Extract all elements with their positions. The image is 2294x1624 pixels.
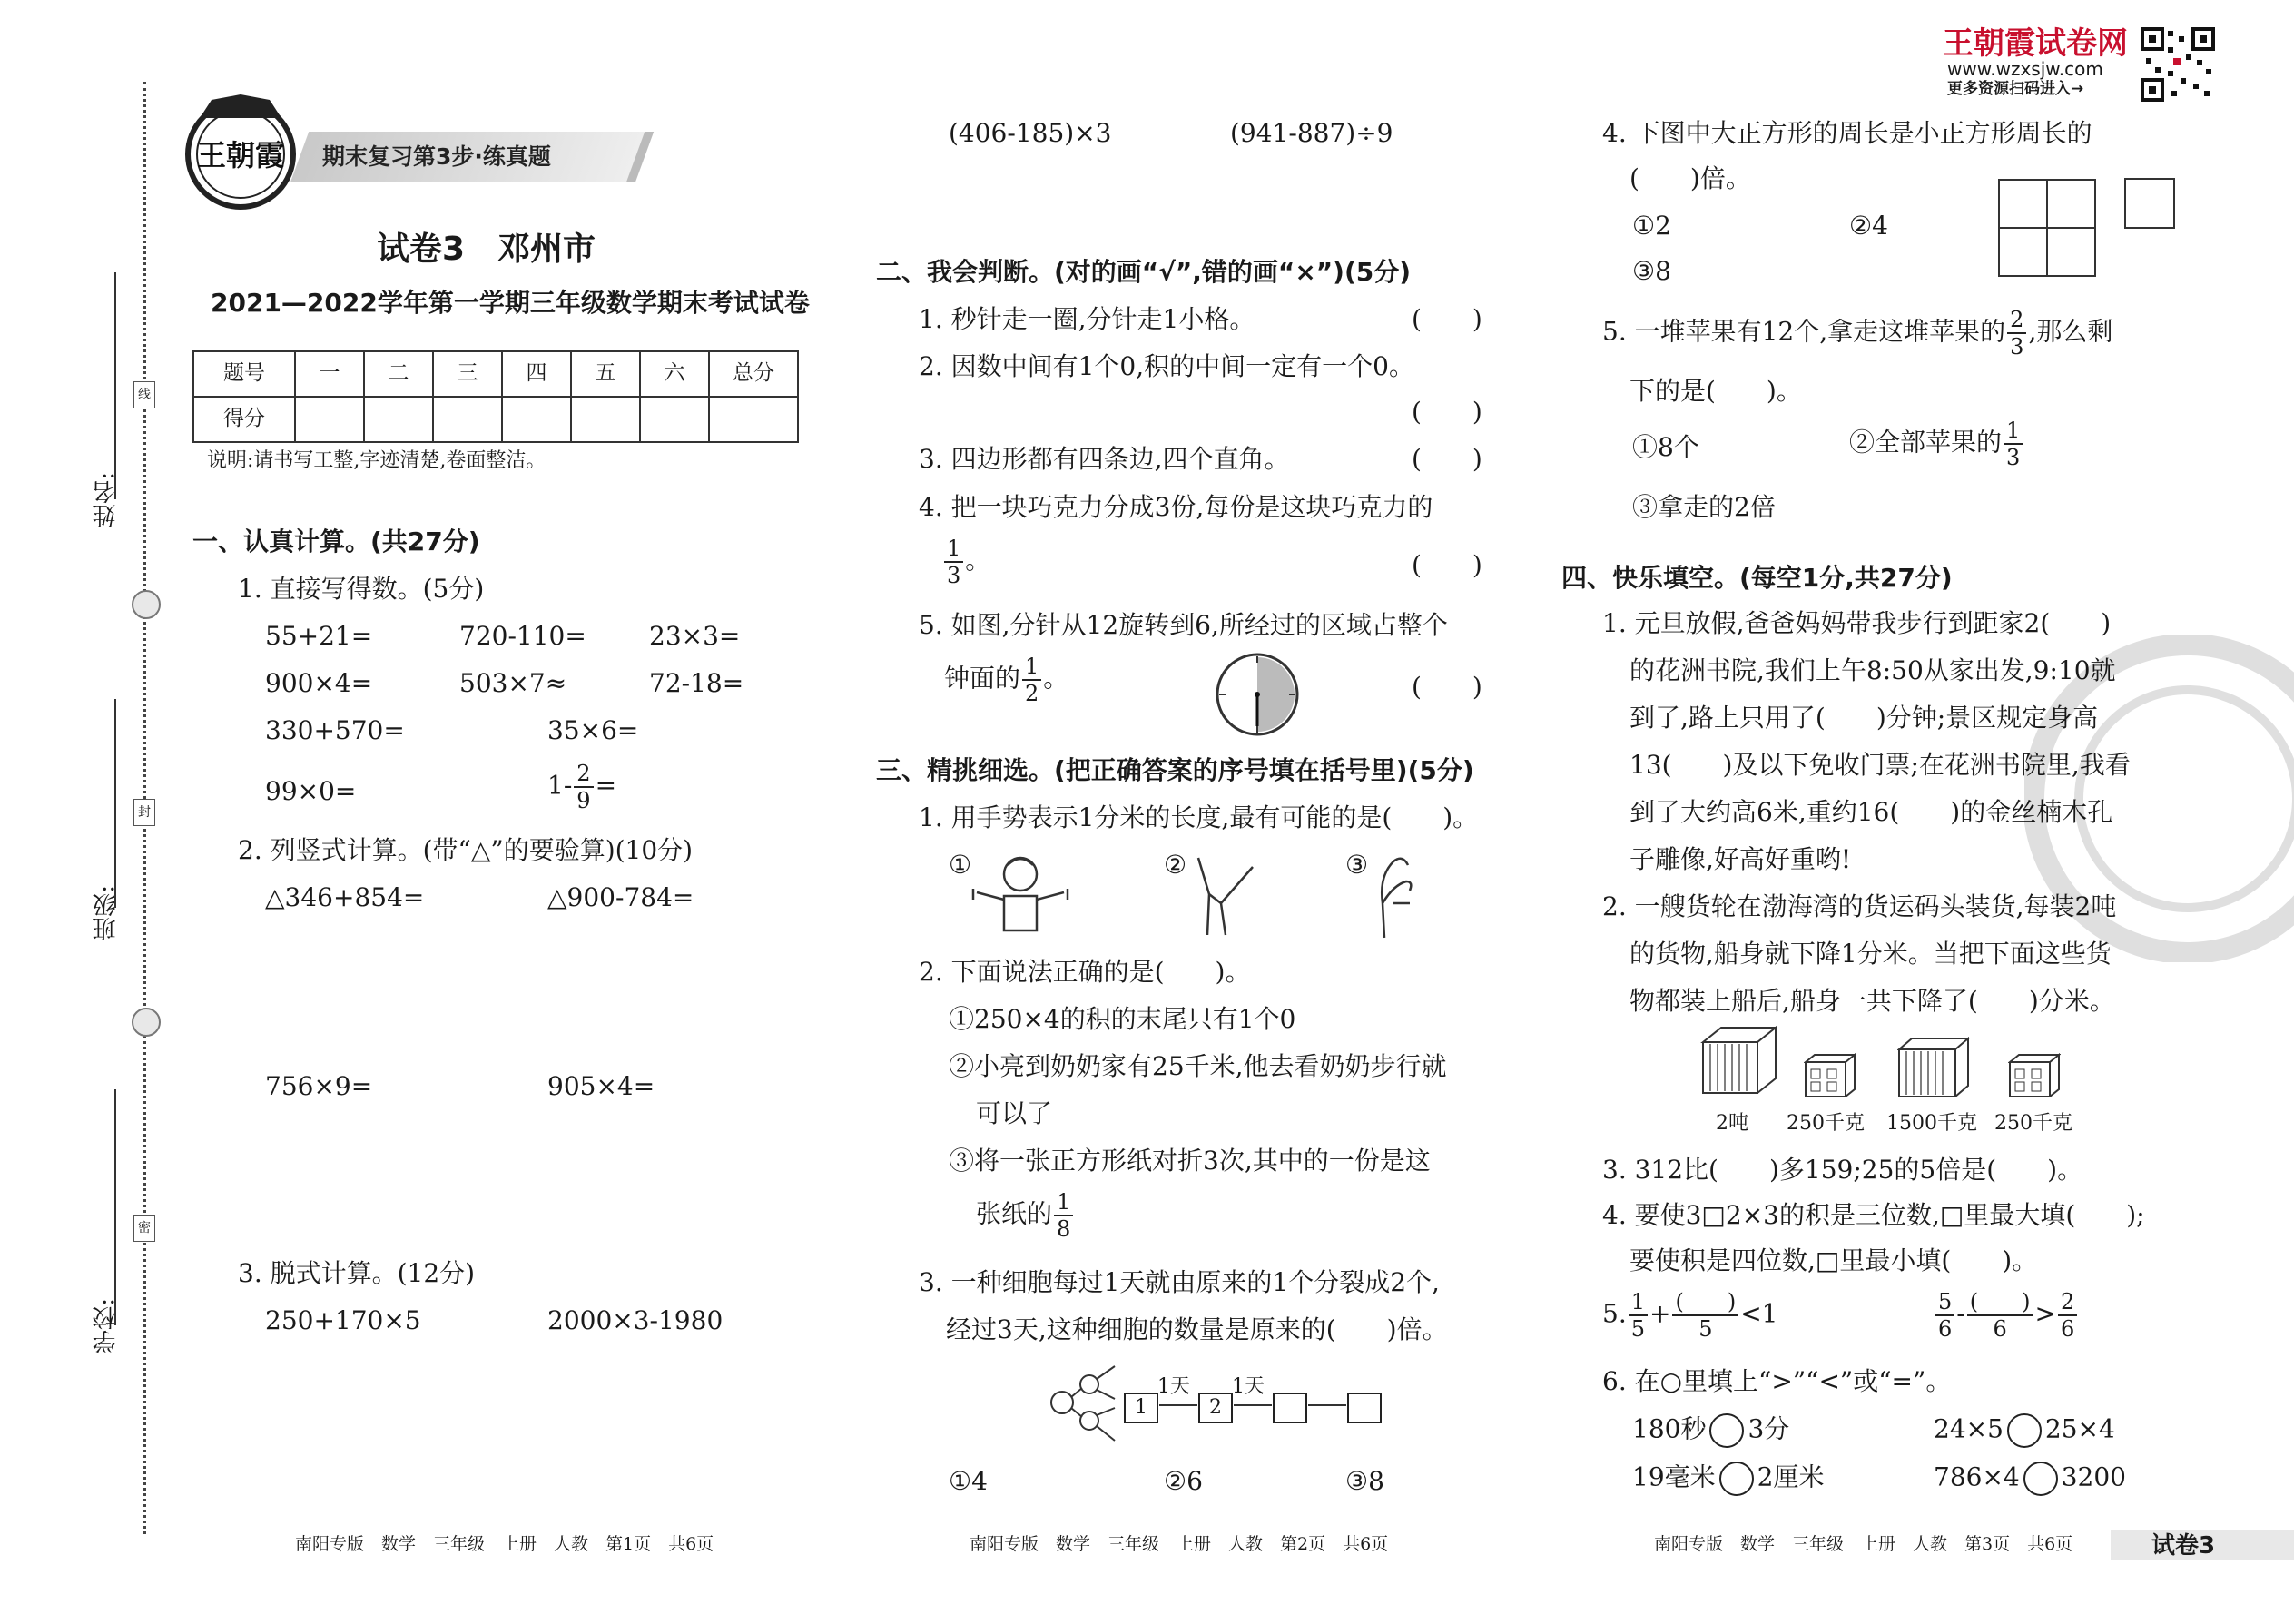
s4-q1-line: 子雕像,好高好重哟!: [1629, 844, 1852, 874]
s2-q4-frac: [942, 537, 990, 586]
fraction-num: 1: [1629, 1291, 1648, 1316]
brand-logo: [180, 91, 302, 213]
fraction-den: 6: [1938, 1316, 1953, 1342]
s3-q5-tail: ,那么剩: [2028, 316, 2113, 347]
score-input[interactable]: [709, 397, 798, 442]
score-cell: 三: [433, 351, 502, 397]
s2-item: 钟面的: [944, 663, 1021, 694]
s3-q4-cont: ( )倍。: [1629, 163, 1751, 193]
compare-circle[interactable]: [2007, 1413, 2042, 1448]
s3-q3: 3. 一种细胞每过1天就由原来的1个分裂成2个,: [919, 1267, 1440, 1297]
class-label: 班级:: [93, 885, 120, 940]
s3-q2-opt-cont: 可以了: [976, 1098, 1053, 1128]
score-table: [192, 350, 799, 443]
section4-title: 四、快乐填空。(每空1分,共27分): [1561, 563, 1953, 593]
score-table-score-row: [193, 397, 798, 442]
fraction-num[interactable]: ( ): [1967, 1291, 2033, 1316]
fraction: [944, 537, 963, 586]
s2-item: 4. 把一块巧克力分成3份,每份是这块巧克力的: [919, 492, 1433, 522]
gesture-fingers-icon: [1189, 849, 1262, 940]
answer-paren[interactable]: ( ): [1412, 397, 1482, 427]
s3-q3-box[interactable]: [1273, 1391, 1307, 1423]
footer-page1: 南阳专版 数学 三年级 上册 人教 第1页 共6页: [295, 1534, 714, 1554]
qr-code-icon[interactable]: [2141, 27, 2215, 102]
frac-suffix: =: [595, 770, 617, 801]
score-cell: 二: [364, 351, 433, 397]
s1-q2-item: 905×4=: [547, 1071, 655, 1101]
fraction-den: 2: [1025, 681, 1039, 706]
s1-q1-item: 720-110=: [459, 621, 586, 651]
compare-right: 2厘米: [1757, 1462, 1825, 1492]
compare-circle[interactable]: [2023, 1462, 2058, 1496]
s1-q1-item: 55+21=: [265, 621, 373, 651]
school-label: 学校:: [93, 1298, 120, 1353]
s3-q1: 1. 用手势表示1分米的长度,最有可能的是( )。: [919, 802, 1479, 832]
fraction-num[interactable]: ( ): [1672, 1291, 1738, 1316]
exam-note: 说明:请书写工整,字迹清楚,卷面整洁。: [207, 449, 546, 472]
compare-item: [1934, 1413, 2115, 1448]
footer-tag: 试卷3: [2151, 1532, 2216, 1560]
compare-left: 24×5: [1934, 1413, 2004, 1444]
s3-q5-opt: ③拿走的2倍: [1632, 492, 1776, 522]
compare-left: 786×4: [1934, 1462, 2020, 1492]
diagram-box-2: 2: [1198, 1393, 1233, 1423]
compare-item: [1934, 1462, 2126, 1496]
big-square-figure: [1997, 178, 2097, 278]
compare-circle[interactable]: [1719, 1462, 1754, 1496]
compare-left: 19毫米: [1632, 1462, 1716, 1492]
s4-q5-a: [1602, 1291, 1777, 1340]
s1-q2-item: 756×9=: [265, 1071, 373, 1101]
s3-q4-opt: ②4: [1849, 211, 1888, 241]
s3-q5-cont: 下的是( )。: [1629, 376, 1802, 406]
gesture-pinch-icon: [1366, 849, 1430, 940]
fraction-den: 5: [1698, 1316, 1713, 1342]
fraction-num: 2: [2007, 309, 2026, 334]
fraction-den: 6: [2060, 1316, 2075, 1342]
fraction-blank[interactable]: [1672, 1291, 1738, 1340]
fraction-blank[interactable]: [1967, 1291, 2033, 1340]
ribbon-text: 期末复习第3步·练真题: [322, 143, 551, 170]
s4-q1-line: 到了大约高6米,重约16( )的金丝楠木孔: [1629, 797, 2113, 827]
frac-prefix: 1-: [547, 770, 573, 801]
s1-q3-title: 3. 脱式计算。(12分): [238, 1258, 476, 1288]
score-cell: 一: [295, 351, 364, 397]
s3-q5: [1602, 309, 2112, 358]
s4-q2-line: 物都装上船后,船身一共下降了( )分米。: [1629, 986, 2115, 1016]
s1-q3-item-cont: (406-185)×3: [949, 118, 1112, 148]
s3-q5-opt: [1849, 419, 2024, 468]
seal-tag-mi: 密: [133, 1215, 155, 1242]
fraction-num: 2: [2058, 1291, 2077, 1316]
s1-q1-item: 900×4=: [265, 668, 373, 698]
day-label: 1天: [1232, 1375, 1265, 1398]
score-row-label: 得分: [193, 397, 295, 442]
site-name: 王朝霞试卷网: [1943, 25, 2128, 62]
s4-q1-line: 1. 元旦放假,爸爸妈妈带我步行到距家2( ): [1602, 608, 2112, 638]
s3-q5-text: 5. 一堆苹果有12个,拿走这堆苹果的: [1602, 316, 2006, 347]
score-cell: 六: [640, 351, 709, 397]
s3-q3-box: [1124, 1391, 1158, 1423]
gesture-arms-icon: [966, 849, 1075, 940]
s3-q1-opt: ①: [949, 850, 972, 880]
s1-q3-item-cont: (941-887)÷9: [1230, 118, 1393, 148]
exam-title: 试卷3 邓州市: [377, 231, 596, 268]
container-small-icon: [2008, 1053, 2061, 1098]
score-input[interactable]: [433, 397, 502, 442]
q5-number: 5.: [1602, 1298, 1627, 1329]
s4-q4: 4. 要使3□2×3的积是三位数,□里最大填( );: [1602, 1200, 2145, 1230]
watermark-seal: [2024, 635, 2294, 962]
s3-q2: 2. 下面说法正确的是( )。: [919, 957, 1251, 987]
s4-q1-line: 的花洲书院,我们上午8:50从家出发,9:10就: [1629, 655, 2116, 685]
s1-q1-item: 72-18=: [649, 668, 744, 698]
s3-q5-opt-text: ②全部苹果的: [1849, 427, 2003, 458]
s4-q1-line: 13( )及以下免收门票;在花洲书院里,我看: [1629, 750, 2131, 780]
s3-q3-cont: 经过3天,这种细胞的数量是原来的( )倍。: [946, 1314, 1448, 1344]
s4-q4-cont: 要使积是四位数,□里最小填( )。: [1629, 1245, 2038, 1275]
container-large-icon: [1699, 1024, 1777, 1097]
s3-q2-opt-text: 张纸的: [976, 1198, 1053, 1229]
fraction-den: 6: [1993, 1316, 2007, 1342]
s3-q3-opt: ③8: [1345, 1466, 1384, 1496]
section2-title: 二、我会判断。(对的画“√”,错的画“×”)(5分): [876, 257, 1412, 287]
s2-q5-cont: [944, 655, 1068, 704]
compare-item: [1632, 1462, 1824, 1496]
logo-text: 王朝霞: [196, 138, 285, 172]
score-table-header-row: [193, 351, 798, 397]
s2-item: 5. 如图,分针从12旋转到6,所经过的区域占整个: [919, 610, 1448, 640]
fraction-den: 3: [2006, 445, 2021, 470]
arrow: [1159, 1404, 1197, 1406]
class-underline: [114, 699, 116, 908]
s3-q2-opt-cont: [976, 1191, 1075, 1240]
inequality: <1: [1740, 1298, 1778, 1329]
s2-item: 2. 因数中间有1个0,积的中间一定有一个0。: [919, 351, 1414, 381]
site-tip: 更多资源扫码进入→: [1947, 80, 2084, 98]
s1-q1-item: 330+570=: [265, 715, 405, 745]
fraction-num: 2: [574, 763, 593, 788]
site-url[interactable]: www.wzxsjw.com: [1947, 58, 2103, 80]
s3-q2-opt: ①250×4的积的末尾只有1个0: [949, 1004, 1296, 1034]
answer-paren[interactable]: ( ): [1412, 444, 1482, 474]
s3-q3-opt: ①4: [949, 1466, 988, 1496]
fraction: [2058, 1291, 2077, 1340]
fraction: [2004, 419, 2023, 468]
fraction-num: 1: [1054, 1191, 1073, 1216]
compare-right: 25×4: [2044, 1413, 2115, 1444]
day-label: 1天: [1157, 1375, 1190, 1398]
s1-q1-item: 503×7≈: [459, 668, 567, 698]
s4-q2-line: 的货物,船身就下降1分米。当把下面这些货: [1629, 939, 2112, 969]
fraction-num: 1: [944, 537, 963, 563]
operator: +: [1649, 1298, 1671, 1329]
score-input[interactable]: [571, 397, 640, 442]
container-small-icon: [1804, 1053, 1856, 1098]
fraction: [1629, 1291, 1648, 1340]
s1-q1-frac-item: [547, 763, 616, 812]
score-cell: 总分: [709, 351, 798, 397]
s3-q4: 4. 下图中大正方形的周长是小正方形周长的: [1602, 118, 2092, 148]
small-square-figure: [2124, 178, 2175, 229]
cargo-label: 250千克: [1994, 1112, 2072, 1135]
s4-q2-line: 2. 一艘货轮在渤海湾的货运码头装货,每装2吨: [1602, 891, 2117, 921]
answer-paren[interactable]: ( ): [1412, 304, 1482, 334]
s1-q2-item: △346+854=: [265, 882, 425, 912]
s3-q1-opt: ③: [1345, 850, 1369, 880]
binding-hole: [132, 1008, 161, 1037]
binding-hole: [132, 590, 161, 619]
s3-q3-box[interactable]: [1347, 1391, 1382, 1423]
diagram-box-1: 1: [1124, 1393, 1158, 1423]
s1-q3-item: 250+170×5: [265, 1305, 421, 1335]
s1-q1-item: 23×3=: [649, 621, 741, 651]
answer-paren[interactable]: ( ): [1412, 550, 1482, 580]
s3-q3-box: [1198, 1391, 1233, 1423]
compare-left: 180秒: [1632, 1413, 1707, 1444]
fraction: [1935, 1291, 1954, 1340]
operator: -: [1956, 1298, 1965, 1329]
s1-q2-title: 2. 列竖式计算。(带“△”的要验算)(10分): [238, 835, 694, 865]
s3-q5-opt: ①8个: [1632, 432, 1699, 462]
fraction: [574, 763, 593, 812]
s3-q2-opt: ②小亮到奶奶家有25千米,他去看奶奶步行就: [949, 1051, 1447, 1081]
score-cell: 题号: [193, 351, 295, 397]
score-input[interactable]: [295, 397, 364, 442]
exam-subtitle: 2021—2022学年第一学期三年级数学期末考试试卷: [211, 288, 810, 318]
diagram-box-4[interactable]: [1347, 1393, 1382, 1423]
seal-tag-feng: 封: [133, 799, 155, 826]
footer-page3: 南阳专版 数学 三年级 上册 人教 第3页 共6页: [1654, 1534, 2073, 1554]
score-cell: 四: [502, 351, 571, 397]
score-input[interactable]: [502, 397, 571, 442]
footer-page2: 南阳专版 数学 三年级 上册 人教 第2页 共6页: [970, 1534, 1389, 1554]
s3-q4-opt: ③8: [1632, 256, 1671, 286]
s1-q1-title: 1. 直接写得数。(5分): [238, 574, 485, 604]
container-medium-icon: [1897, 1037, 1970, 1098]
s2-item: 1. 秒针走一圈,分针走1小格。: [919, 304, 1255, 334]
name-label: 姓名:: [93, 472, 120, 527]
period: 。: [965, 545, 991, 576]
fraction-den: 5: [1630, 1316, 1645, 1342]
s4-q1-line: 到了,路上只用了( )分钟;景区规定身高: [1629, 703, 2099, 733]
fraction-den: 8: [1057, 1216, 1071, 1242]
school-underline: [114, 1089, 116, 1325]
section1-title: 一、认真计算。(共27分): [192, 527, 480, 556]
fraction-den: 9: [576, 788, 591, 813]
diagram-box-3[interactable]: [1273, 1393, 1307, 1423]
arrow: [1234, 1404, 1272, 1406]
s1-q3-item: 2000×3-1980: [547, 1305, 724, 1335]
compare-right: 3分: [1748, 1413, 1790, 1444]
fraction: [1022, 655, 1041, 704]
s3-q1-opt: ②: [1164, 850, 1187, 880]
cargo-label: 2吨: [1716, 1112, 1748, 1135]
s4-q5-b: [1934, 1291, 2079, 1340]
clock-icon: [1215, 652, 1300, 737]
fraction-num: 1: [2004, 419, 2023, 445]
fraction-den: 3: [2010, 334, 2024, 359]
s1-q2-item: △900-784=: [547, 882, 694, 912]
period: 。: [1043, 663, 1069, 694]
s3-q2-opt: ③将一张正方形纸对折3次,其中的一份是这: [949, 1146, 1431, 1176]
s1-q1-item: 99×0=: [265, 776, 357, 806]
cargo-label: 250千克: [1787, 1112, 1865, 1135]
fraction-num: 5: [1935, 1291, 1954, 1316]
score-input[interactable]: [640, 397, 709, 442]
score-input[interactable]: [364, 397, 433, 442]
fraction: [2007, 309, 2026, 358]
operator: >: [2034, 1298, 2056, 1329]
name-underline: [114, 272, 116, 499]
cell-division-diagram: [1044, 1357, 1135, 1457]
compare-item: [1632, 1413, 1789, 1448]
fraction: [1054, 1191, 1073, 1240]
score-cell: 五: [571, 351, 640, 397]
arrow: [1308, 1404, 1346, 1406]
compare-right: 3200: [2061, 1462, 2126, 1492]
s2-item: 3. 四边形都有四条边,四个直角。: [919, 444, 1290, 474]
s4-q6: 6. 在○里填上“>”“<”或“=”。: [1602, 1366, 1952, 1396]
answer-paren[interactable]: ( ): [1412, 672, 1482, 702]
s1-q1-item: 35×6=: [547, 715, 639, 745]
section3-title: 三、精挑细选。(把正确答案的序号填在括号里)(5分): [876, 755, 1474, 785]
compare-circle[interactable]: [1709, 1413, 1744, 1448]
seal-tag-xian: 线: [133, 381, 155, 408]
fraction-den: 3: [947, 563, 961, 588]
s3-q3-opt: ②6: [1164, 1466, 1203, 1496]
s3-q4-opt: ①2: [1632, 211, 1671, 241]
s4-q3: 3. 312比( )多159;25的5倍是( )。: [1602, 1155, 2083, 1185]
fraction-num: 1: [1022, 655, 1041, 681]
cargo-label: 1500千克: [1886, 1112, 1977, 1135]
